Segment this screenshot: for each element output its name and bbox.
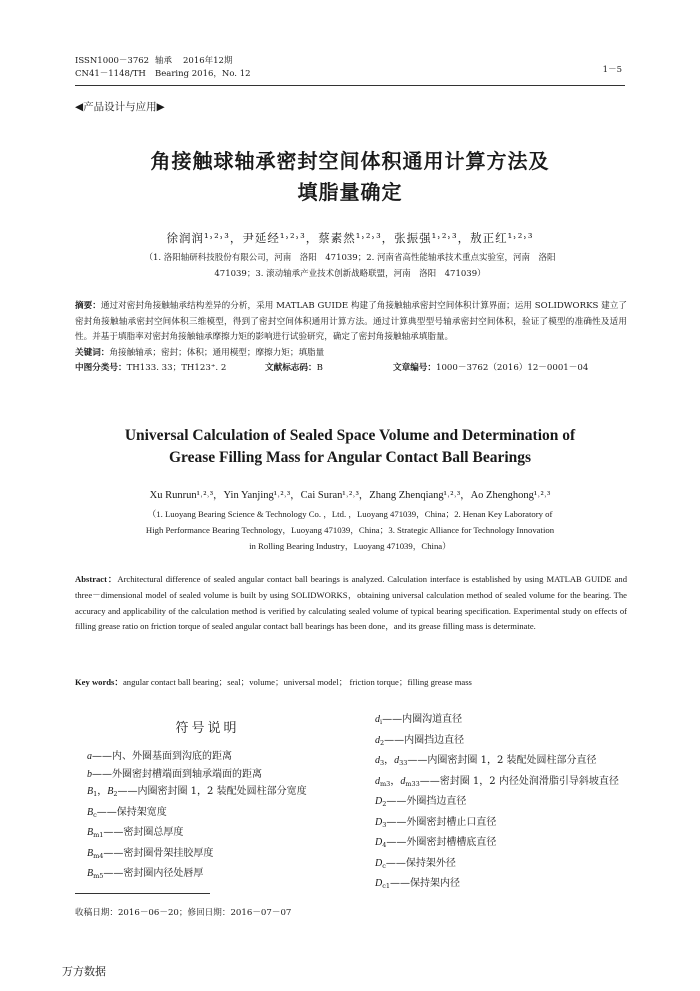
symbol-description: ——内圈沟道直径 <box>382 714 463 725</box>
affiliation-cn-line: （1. 洛阳轴研科技股份有限公司，河南 洛阳 471039；2. 河南省高性能轴承技术重点实验室，河南 洛阳 <box>144 253 556 263</box>
symbol: B <box>87 847 94 859</box>
symbol-entry <box>75 766 340 784</box>
symbol: D <box>375 837 383 848</box>
symbol-description: ——保持架宽度 <box>96 806 167 818</box>
received-revised-dates: 收稿日期：2016－06－20；修回日期：2016－07－07 <box>75 908 292 918</box>
affiliations-cn <box>100 250 600 282</box>
symbol-entry <box>363 855 627 876</box>
abstract-en <box>75 572 627 635</box>
symbol-subscript: 2 <box>380 738 385 747</box>
title-en-line-1: Universal Calculation of Sealed Space Volume and Determination of <box>124 427 576 444</box>
symbol: b <box>87 768 92 780</box>
symbol-description: ——外圈密封槽止口直径 <box>386 816 497 828</box>
symbol: d <box>394 755 400 766</box>
symbol: B <box>107 786 114 797</box>
symbol: D <box>375 857 383 869</box>
title-en <box>75 425 625 469</box>
symbol: d <box>400 775 406 787</box>
symbol-description: ——内圈密封圈 1，2 装配处圆柱部分直径 <box>407 755 597 766</box>
issn: ISSN1000－3762 <box>75 56 150 66</box>
symbol: d <box>375 714 380 725</box>
symbols-left-column <box>75 748 340 886</box>
symbol-entry <box>75 824 340 845</box>
symbol-entry <box>363 814 627 835</box>
watermark: 万方数据 <box>62 965 106 978</box>
keywords-cn: 角接触轴承；密封；体积；通用模型；摩擦力矩；填脂量 <box>109 347 325 358</box>
symbol-description: ——保持架外径 <box>385 857 456 869</box>
symbol-description: ——外圈密封槽槽底直径 <box>386 837 497 848</box>
symbol-entry: $d_{m3}$，$d_{m33}——$密封圈 1，2 内径处润滑脂引导斜坡直径 <box>375 775 619 788</box>
section-tag: ◀产品设计与应用▶ <box>75 101 165 113</box>
authors-en: Xu Runrun¹˒²˒³，Yin Yanjing¹˒²˒³，Cai Suran¹˒²˒³，Zhang Zhenqiang¹˒²˒³，Ao Zhenghong¹˒²˒³ <box>149 490 551 501</box>
symbol-subscript: 3 <box>380 759 385 767</box>
symbol: a <box>87 751 92 762</box>
symbol-subscript: m4 <box>93 851 104 860</box>
abstract-cn-label: 摘要： <box>75 301 101 311</box>
affiliation-en-line: High Performance Bearing Technology，Luoyang 471039，China；3. Strategic Alliance for Technology Innovation <box>145 525 555 535</box>
symbol-subscript: i <box>380 718 383 726</box>
symbol: d <box>375 775 380 787</box>
issue-en: 2016，No. 12 <box>191 69 251 79</box>
title-en-line-2: Grease Filling Mass for Angular Contact Ball Bearings <box>168 449 532 466</box>
symbol-entry: $d_3$，$d_{33}——$内圈密封圈 1，2 装配处圆柱部分直径 <box>375 755 597 767</box>
symbol-subscript: m3 <box>380 779 391 788</box>
journal-en: Bearing <box>155 69 190 79</box>
symbol: B <box>87 868 94 879</box>
symbol: D <box>375 878 383 889</box>
abstract-en-label: Abstract： <box>75 574 118 584</box>
symbols-right-column <box>363 711 627 896</box>
symbol-subscript: 2 <box>113 790 118 798</box>
symbol: d <box>375 755 380 766</box>
article-number: 1000－3762（2016）12－0001－04 <box>435 363 589 373</box>
abstract-cn-text: 通过对密封角接触轴承结构差异的分析，采用 MATLAB GUIDE 构建了角接触轴承密封空间体积计算界面；运用 SOLIDWORKS 建立了密封角接触轴承密封空间体积三维模型，得到了密封空间体积通用计算方法。通过计算典型型号轴承密封空间体积，验证了模型的准确性及适用性。并基于填脂率对密封角接触轴承摩擦力矩的影响进行试验研究，确定了密封角接触轴承填脂量。 <box>75 301 627 342</box>
symbol-subscript: 4 <box>382 841 387 849</box>
affiliation-en-line: （1. Luoyang Bearing Science & Technology Co. ，Ltd. ，Luoyang 471039，China；2. Henan Key Laboratory of <box>147 509 553 519</box>
symbol-subscript: 1 <box>93 790 98 798</box>
article-number-label: 文章编号： <box>393 363 436 373</box>
symbol-entry <box>363 875 627 896</box>
symbol-subscript: 2 <box>382 800 387 808</box>
symbol-subscript: 3 <box>382 820 387 829</box>
symbol: D <box>375 816 383 828</box>
title-cn-line-1: 角接触球轴承密封空间体积通用计算方法及 <box>150 149 550 173</box>
symbol-description: ——内圈密封圈 1，2 装配处圆柱部分宽度 <box>117 786 307 797</box>
symbol-subscript: m33 <box>405 779 420 788</box>
abstract-cn <box>75 299 627 377</box>
symbol: B <box>87 806 94 818</box>
issue-cn: 2016年12期 <box>183 56 233 66</box>
page-range: 1－5 <box>602 65 622 75</box>
symbol: d <box>375 734 380 746</box>
clc-label: 中图分类号： <box>75 363 127 373</box>
affiliation-cn-line: 471039；3. 滚动轴承产业技术创新战略联盟，河南 洛阳 471039） <box>214 269 486 279</box>
symbol-entry <box>75 845 340 866</box>
symbol-subscript: c1 <box>382 882 391 890</box>
affiliations-en <box>95 506 605 554</box>
symbol-entry: $B_1$，$B_2——$内圈密封圈 1，2 装配处圆柱部分宽度 <box>87 786 307 798</box>
keywords-cn-label: 关键词： <box>75 347 110 358</box>
authors-cn: 徐润润¹˒²˒³，尹延经¹˒²˒³，蔡素然¹˒²˒³，张振强¹˒²˒³，敖正红¹˒²˒³ <box>166 231 534 245</box>
keywords-en-label: Key words： <box>75 677 123 687</box>
clc-number: TH133. 33；TH123⁺. 2 <box>126 363 227 373</box>
keywords-en-block <box>75 676 627 688</box>
symbol: B <box>87 786 94 797</box>
symbol-description: ——内、外圈基面到沟底的距离 <box>92 751 232 762</box>
symbol-subscript: c <box>382 861 386 870</box>
symbol-description: ——密封圈总厚度 <box>103 827 184 838</box>
symbol: D <box>375 796 383 807</box>
symbol-subscript: c <box>93 810 97 819</box>
keywords-en: angular contact ball bearing；seal；volume；universal model； friction torque；filling grease mass <box>122 677 472 687</box>
doc-code: B <box>316 363 323 373</box>
symbol-entry <box>75 804 340 825</box>
symbol-entry <box>75 865 340 886</box>
journal-cn: 轴承 <box>155 56 173 66</box>
symbol-entry <box>75 748 340 766</box>
doc-code-label: 文献标志码： <box>265 363 317 373</box>
title-cn-line-2: 填脂量确定 <box>297 180 403 204</box>
footnote-divider <box>75 893 210 894</box>
symbol-entry <box>363 711 627 732</box>
symbols-heading: 符号说明 <box>175 721 240 736</box>
symbol-description: ——密封圈内径处唇厚 <box>103 868 204 879</box>
affiliation-en-line: in Rolling Bearing Industry，Luoyang 471039，China） <box>249 541 451 551</box>
cn-number: CN41－1148/TH <box>75 69 146 79</box>
classification-row <box>75 361 627 377</box>
symbol-entry <box>363 732 627 753</box>
title-cn <box>75 146 625 208</box>
symbol-description: ——外圈密封槽端面到轴承端面的距离 <box>92 768 262 780</box>
symbol-description: ——保持架内径 <box>390 878 461 889</box>
symbol-description: ——内圈挡边直径 <box>384 734 465 746</box>
symbol: B <box>87 827 94 838</box>
running-header <box>75 55 251 81</box>
symbol-description: ——密封圈骨架挂胶厚度 <box>103 847 214 859</box>
abstract-en-text: Architectural difference of sealed angular contact ball bearings is analyzed. Calculation interface is established by using MATLAB GUIDE and three－dimensional model of sealed volume is built by using SOLIDWORKS，obtaining universal calculation method of sealed volume for the bearing. The accuracy and applicability of the calculation method is verified by calculating sealed volume of typical bearing specification. Experimental study on effects of filling grease ratio on friction torque of sealed angular contact ball bearings has been done，and its grease filling mass is determinate. <box>75 574 627 632</box>
header-divider <box>75 85 625 86</box>
symbol-entry <box>363 834 627 855</box>
symbol-description: ——密封圈 1，2 内径处润滑脂引导斜坡直径 <box>419 775 619 787</box>
symbol-subscript: m5 <box>93 872 104 880</box>
symbol-subscript: m1 <box>93 831 104 839</box>
symbol-entry <box>363 793 627 814</box>
symbol-subscript: 33 <box>399 759 408 767</box>
symbol-description: ——外圈挡边直径 <box>386 796 467 807</box>
